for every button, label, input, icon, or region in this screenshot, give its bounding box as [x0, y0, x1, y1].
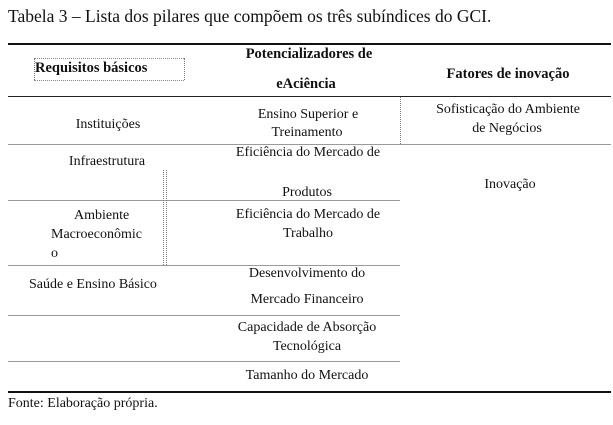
cell-saude-ensino: Saúde e Ensino Básico: [29, 277, 157, 292]
cell-capacidade-line1: Capacidade de Absorção: [237, 320, 377, 335]
header-potencializadores-line1: Potencializadores de: [245, 46, 373, 62]
row-rule-5: [8, 361, 400, 362]
row-rule-4: [8, 315, 400, 316]
cell-capacidade-line2: Tecnológica: [272, 339, 342, 354]
cell-ambiente-line3: o: [51, 246, 58, 261]
cell-instituicoes: Instituições: [75, 117, 141, 132]
cell-ambiente-line1: Ambiente: [74, 208, 130, 223]
header-dotted-bottom: [34, 80, 184, 81]
row-rule-2: [8, 200, 400, 201]
header-dotted-top: [34, 58, 184, 59]
cell-inovacao: Inovação: [484, 177, 536, 192]
cell-desenvolvimento-line2: Mercado Financeiro: [250, 292, 364, 307]
col1-dotted-divider-a: [163, 170, 164, 265]
cell-sofisticacao-line1: Sofisticação do Ambiente: [436, 102, 580, 117]
cell-eficiencia-produtos-line2: Produtos: [282, 185, 332, 200]
cell-desenvolvimento-line1: Desenvolvimento do: [248, 266, 366, 281]
cell-eficiencia-trabalho-line1: Eficiência do Mercado de: [235, 207, 381, 222]
cell-eficiencia-trabalho-line2: Trabalho: [282, 226, 334, 241]
header-potencializadores-line2: eAciência: [276, 76, 336, 92]
cell-sofisticacao-line2: de Negócios: [472, 121, 542, 136]
col1-dotted-divider-b: [166, 170, 167, 265]
cell-tamanho-mercado: Tamanho do Mercado: [245, 368, 369, 383]
table-bottom-rule: [8, 391, 611, 393]
header-fatores-inovacao: Fatores de inovação: [446, 66, 570, 82]
cell-ensino-superior-line1: Ensino Superior e: [257, 107, 359, 122]
header-requisitos-basicos: Requisitos básicos: [35, 60, 148, 76]
table-title: Tabela 3 – Lista dos pilares que compõem os três subíndices do GCI.: [8, 6, 492, 26]
header-dotted-right: [184, 58, 185, 80]
cell-infraestrutura: Infraestrutura: [68, 154, 146, 169]
source-note: Fonte: Elaboração própria.: [8, 396, 158, 411]
header-rule: [8, 96, 611, 97]
cell-eficiencia-produtos-line1: Eficiência do Mercado de: [235, 145, 381, 160]
cell-ensino-superior-line2: Treinamento: [271, 125, 343, 140]
cell-ambiente-line2: Macroeconômic: [51, 227, 142, 242]
table-top-rule: [8, 43, 611, 45]
col3-dotted-divider: [400, 97, 401, 144]
